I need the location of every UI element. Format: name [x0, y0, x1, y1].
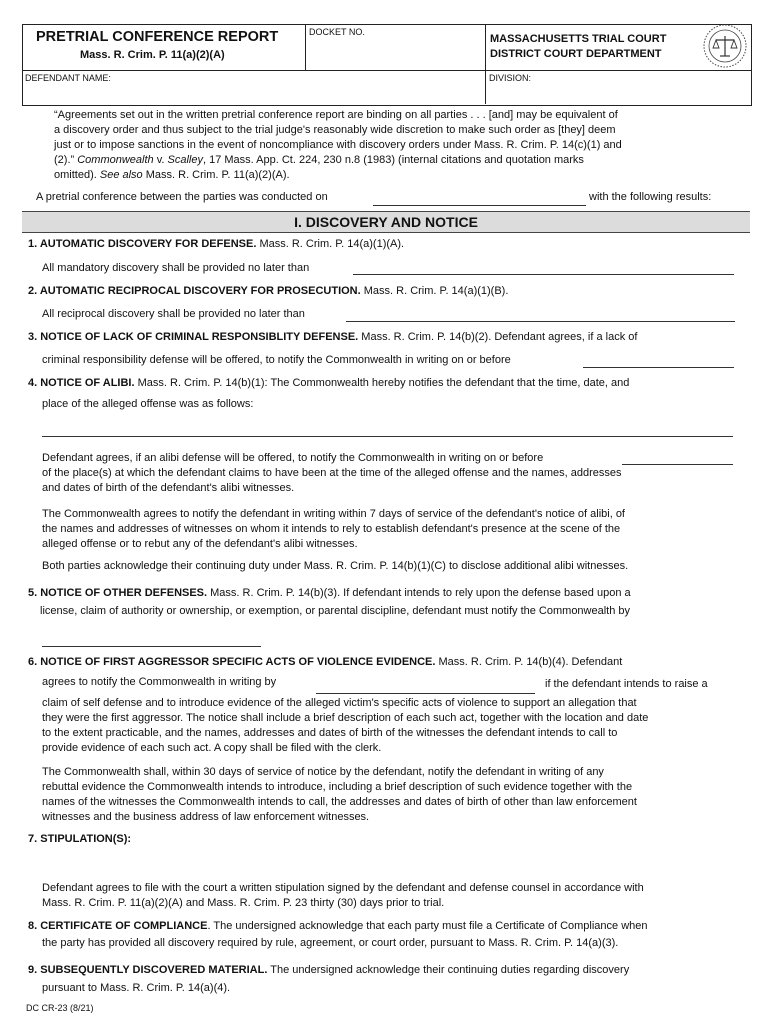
- paragraph-line: of the place(s) at which the defendant claims to have been at the time of the alleged offense and the names, addresses: [42, 467, 622, 479]
- item-heading: 5. NOTICE OF OTHER DEFENSES.: [28, 587, 208, 599]
- court-seal-icon: [703, 24, 747, 68]
- case-name: Commonwealth: [77, 154, 154, 166]
- paragraph-line: The Commonwealth shall, within 30 days of service of notice by the defendant, notify the defendant in writing of any: [42, 766, 604, 778]
- item3-date-line[interactable]: [583, 367, 734, 368]
- item-rule: Mass. R. Crim. P. 14(b)(3). If defendant intends to rely upon the defense based upon a: [207, 587, 631, 599]
- form-rule: Mass. R. Crim. P. 11(a)(2)(A): [80, 49, 225, 61]
- item-rule: Mass. R. Crim. P. 14(a)(1)(A).: [256, 238, 405, 250]
- paragraph-line: they were the first aggressor. The notice shall include a brief description of each such act, together with the location and date: [42, 712, 649, 724]
- header-hline: [22, 70, 751, 71]
- item8-text: the party has provided all discovery required by rule, agreement, or court order, pursuant to Mass. R. Crim. P. 14(a)(3).: [42, 937, 619, 949]
- item-rule: Mass. R. Crim. P. 14(b)(4). Defendant: [435, 656, 623, 668]
- division-input[interactable]: [490, 84, 750, 104]
- item-heading: 6. NOTICE OF FIRST AGGRESSOR SPECIFIC ACTS OF VIOLENCE EVIDENCE.: [28, 656, 436, 668]
- quote-line: just or to impose sanctions in the event of noncompliance with discovery orders under Mass. R. Crim. P. 14(c)(1) and: [54, 139, 622, 151]
- quote-line: a discovery order and thus subject to the trial judge's reasonably wide discretion to make such order as [they] deem: [54, 124, 616, 136]
- quote-line: “Agreements set out in the written pretrial conference report are binding on all parties . . . [and] may be equivalent of: [54, 109, 618, 121]
- item-rule: The undersigned acknowledge their continuing duties regarding discovery: [267, 964, 630, 976]
- quote-text: , 17 Mass. App. Ct. 224, 230 n.8 (1983) (internal citations and quotation marks: [202, 154, 584, 166]
- paragraph-line: The Commonwealth agrees to notify the defendant in writing within 7 days of service of the defendant's notice of alibi, of: [42, 508, 625, 520]
- item9-text: pursuant to Mass. R. Crim. P. 14(a)(4).: [42, 982, 231, 994]
- item4-alibi-date-line[interactable]: [622, 464, 733, 465]
- paragraph-line: alleged offense or to rebut any of the defendant's alibi witnesses.: [42, 538, 358, 550]
- form-title: PRETRIAL CONFERENCE REPORT: [36, 29, 279, 45]
- item-first-aggressor: [28, 655, 622, 669]
- item-lack-of-criminal-responsibility: [28, 330, 637, 344]
- item-rule: Mass. R. Crim. P. 14(a)(1)(B).: [360, 285, 509, 297]
- section-discovery-and-notice: I. DISCOVERY AND NOTICE: [22, 211, 750, 233]
- form-id: DC CR-23 (8/21): [26, 1003, 94, 1013]
- paragraph-line: provide evidence of each such act. A copy shall be filed with the clerk.: [42, 742, 382, 754]
- conducted-date-line[interactable]: [373, 205, 586, 206]
- item6-raise-text: if the defendant intends to raise a: [545, 678, 708, 690]
- item2-text: All reciprocal discovery shall be provided no later than: [42, 308, 305, 320]
- quote-text: Mass. R. Crim. P. 11(a)(2)(A).: [142, 169, 290, 181]
- see-also: See also: [99, 169, 143, 181]
- item4-text: place of the alleged offense was as follows:: [42, 398, 254, 410]
- item6-rebuttal-paragraph: [42, 765, 747, 824]
- item-rule: . The undersigned acknowledge that each party must file a Certificate of Compliance when: [207, 920, 648, 932]
- paragraph-line: and dates of birth of the defendant's alibi witnesses.: [42, 482, 295, 494]
- item-heading: 9. SUBSEQUENTLY DISCOVERED MATERIAL.: [28, 964, 268, 976]
- docket-number-input[interactable]: [310, 40, 484, 66]
- paragraph-line: Defendant agrees, if an alibi defense will be offered, to notify the Commonwealth in writing on or before: [42, 452, 544, 464]
- item-heading: 1. AUTOMATIC DISCOVERY FOR DEFENSE.: [28, 238, 257, 250]
- item4-commonwealth-paragraph: [42, 507, 742, 551]
- item6-agree-text: agrees to notify the Commonwealth in writing by: [42, 676, 277, 688]
- paragraph-line: names of the witnesses the Commonwealth intends to call, the addresses and dates of birth of other than law enforcement: [42, 796, 637, 808]
- paragraph-line: claim of self defense and to introduce evidence of the alleged victim's specific acts of violence to support an allegation that: [42, 697, 637, 709]
- item-heading: 8. CERTIFICATE OF COMPLIANCE: [28, 920, 208, 932]
- case-name: Scalley: [167, 154, 203, 166]
- item6-self-defense-paragraph: [42, 696, 747, 755]
- docket-label: DOCKET NO.: [309, 27, 365, 37]
- conducted-on-text: A pretrial conference between the parties was conducted on: [36, 191, 328, 203]
- division-label: DIVISION:: [489, 73, 532, 83]
- item7-paragraph: [42, 881, 747, 910]
- paragraph-line: the names and addresses of witnesses on whom it intends to rely to establish defendant's presence at the scene of the: [42, 523, 621, 535]
- quote-text: v.: [153, 154, 168, 166]
- following-results-text: with the following results:: [589, 191, 712, 203]
- item5-date-line[interactable]: [42, 646, 261, 647]
- defendant-name-label: DEFENDANT NAME:: [25, 73, 111, 83]
- stipulations-input[interactable]: [42, 848, 736, 880]
- item-stipulations: 7. STIPULATION(S):: [28, 833, 132, 845]
- item-notice-of-other-defenses: [28, 586, 631, 600]
- item2-date-line[interactable]: [346, 321, 735, 322]
- paragraph-line: to the extent practicable, and the names, addresses and dates of birth of the witnesses the defendant intends to call to: [42, 727, 618, 739]
- defendant-name-input[interactable]: [26, 84, 485, 104]
- item-subsequently-discovered: [28, 963, 629, 977]
- quote-line: [54, 168, 754, 182]
- item-notice-of-alibi: [28, 376, 629, 390]
- item1-text: All mandatory discovery shall be provided no later than: [42, 262, 310, 274]
- item-heading: 2. AUTOMATIC RECIPROCAL DISCOVERY FOR PROSECUTION.: [28, 285, 361, 297]
- item4-offense-line[interactable]: [42, 436, 733, 437]
- item6-date-line[interactable]: [316, 693, 535, 694]
- quote-line: [54, 153, 754, 167]
- court-name-line1: MASSACHUSETTS TRIAL COURT: [490, 33, 667, 45]
- item4-continuing-duty: Both parties acknowledge their continuing duty under Mass. R. Crim. P. 14(b)(1)(C) to disclose additional alibi witnesses.: [42, 560, 629, 572]
- item5-text: license, claim of authority or ownership, or exemption, or parental discipline, defendant must notify the Commonwealth by: [40, 605, 631, 617]
- item-heading: 3. NOTICE OF LACK OF CRIMINAL RESPONSIBLITY DEFENSE.: [28, 331, 359, 343]
- item-rule: Mass. R. Crim. P. 14(b)(2). Defendant agrees, if a lack of: [358, 331, 638, 343]
- item4-alibi-paragraph: [42, 451, 742, 495]
- item-rule: Mass. R. Crim. P. 14(b)(1): The Commonwealth hereby notifies the defendant that the time, date, and: [134, 377, 630, 389]
- paragraph-line: witnesses and the business address of law enforcement witnesses.: [42, 811, 370, 823]
- quote-text: omitted).: [54, 169, 100, 181]
- item-certificate-of-compliance: [28, 919, 648, 933]
- intro-quote: [54, 108, 754, 182]
- item3-text: criminal responsibility defense will be offered, to notify the Commonwealth in writing on or before: [42, 354, 511, 366]
- quote-text: (2).”: [54, 154, 78, 166]
- header-divider-2: [485, 24, 486, 104]
- item-automatic-reciprocal-discovery: [28, 284, 508, 298]
- paragraph-line: Defendant agrees to file with the court a written stipulation signed by the defendant and defense counsel in accordance with: [42, 882, 644, 894]
- header-divider-1: [305, 24, 306, 70]
- court-name-line2: DISTRICT COURT DEPARTMENT: [490, 48, 662, 60]
- item-heading: 4. NOTICE OF ALIBI.: [28, 377, 135, 389]
- item1-date-line[interactable]: [353, 274, 734, 275]
- paragraph-line: rebuttal evidence the Commonwealth intends to introduce, including a brief description of such evidence together with the: [42, 781, 633, 793]
- item-automatic-discovery-defense: [28, 237, 404, 251]
- paragraph-line: Mass. R. Crim. P. 11(a)(2)(A) and Mass. R. Crim. P. 23 thirty (30) days prior to trial.: [42, 897, 445, 909]
